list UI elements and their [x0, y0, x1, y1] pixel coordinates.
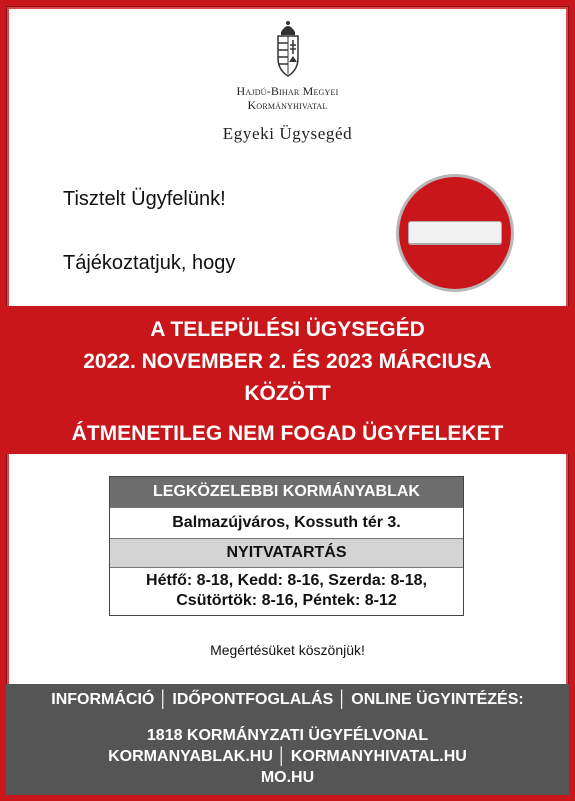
opening-hours — [110, 568, 463, 615]
separator: │ — [276, 748, 287, 765]
office-name: Egyeki Ügysegéd — [222, 124, 353, 143]
no-entry-sign-icon — [394, 172, 516, 294]
separator: │ — [158, 691, 169, 708]
org-line-1: Hajdú-Bihar Megyei — [236, 84, 339, 98]
hotline: 1818 KORMÁNYZATI ÜGYFÉLVONAL — [146, 727, 429, 744]
org-line-2: Kormányhivatal — [247, 98, 328, 112]
separator: │ — [337, 691, 348, 708]
thanks-text: Megértésüket köszönjük! — [210, 642, 365, 658]
inform-text: Tájékoztatjuk, hogy — [63, 252, 236, 274]
notice-line-4: ÁTMENETILEG NEM FOGAD ÜGYFELEKET — [71, 422, 504, 445]
info-link[interactable]: INFORMÁCIÓ — [51, 691, 155, 708]
footer-sites — [6, 748, 569, 766]
nearest-office-header: LEGKÖZELEBBI KORMÁNYABLAK — [110, 477, 463, 508]
appointment-link[interactable]: IDŐPONTFOGLALÁS — [172, 691, 334, 708]
office-address: Balmazújváros, Kossuth tér 3. — [110, 508, 463, 539]
opening-hours-header: NYITVATARTÁS — [110, 539, 463, 568]
office-info-table — [109, 476, 464, 616]
online-admin-link[interactable]: ONLINE ÜGYINTÉZÉS: — [351, 691, 524, 708]
coat-of-arms-icon — [273, 18, 303, 80]
notice-line-1: A TELEPÜLÉSI ÜGYSEGÉD — [150, 318, 425, 341]
notice-band — [6, 306, 569, 454]
footer — [6, 684, 569, 795]
kormanyablak-link[interactable]: KORMANYABLAK.HU — [108, 748, 273, 765]
kormanyhivatal-link[interactable]: KORMANYHIVATAL.HU — [290, 748, 467, 765]
footer-links — [6, 691, 569, 709]
greeting: Tisztelt Ügyfelünk! — [63, 188, 226, 210]
notice-line-2: 2022. NOVEMBER 2. ÉS 2023 MÁRCIUSA — [83, 350, 492, 373]
header — [0, 18, 575, 144]
org-name — [0, 84, 575, 112]
mohu-link[interactable]: MO.HU — [260, 769, 315, 786]
opening-hours-line-1: Hétfő: 8-18, Kedd: 8-16, Szerda: 8-18, — [146, 572, 427, 589]
opening-hours-line-2: Csütörtök: 8-16, Péntek: 8-12 — [176, 592, 397, 609]
notice-line-3: KÖZÖTT — [244, 382, 331, 405]
